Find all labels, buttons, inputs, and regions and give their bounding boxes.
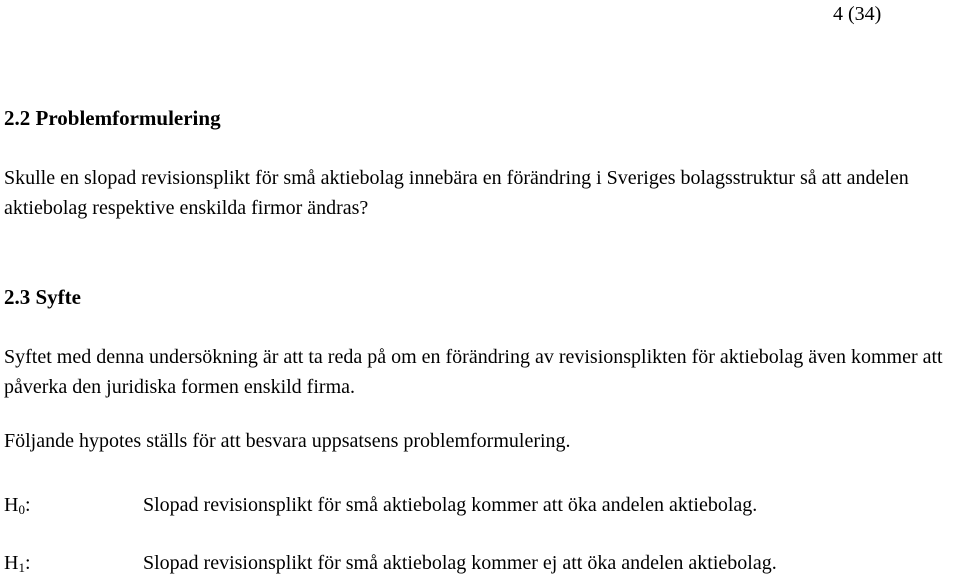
hypothesis-subscript: 0 xyxy=(18,502,25,517)
hypothesis-colon: : xyxy=(24,552,31,574)
section-heading-purpose: 2.3 Syfte xyxy=(4,285,81,309)
section-heading-problem: 2.2 Problemformulering xyxy=(4,106,221,130)
hypothesis-label-h0 xyxy=(4,492,31,518)
hypothesis-intro: Följande hypotes ställs för att besvara uppsatsens problemformulering. xyxy=(4,430,571,452)
purpose-statement: Syftet med denna undersökning är att ta reda på om en förändring av revisionsplikten för aktiebolag även kommer att påverka den juridiska formen enskild firma. xyxy=(4,346,943,398)
hypothesis-text-h0: Slopad revisionsplikt för små aktiebolag kommer att öka andelen aktiebolag. xyxy=(143,494,758,516)
problem-statement: Skulle en slopad revisionsplikt för små aktiebolag innebära en förändring i Sveriges bolagsstruktur så att andelen aktiebolag respektive enskilda firmor ändras? xyxy=(4,167,909,219)
hypothesis-symbol: H xyxy=(4,494,19,516)
page-number: 4 (34) xyxy=(833,3,882,25)
hypothesis-label-h1 xyxy=(4,550,31,576)
hypothesis-colon: : xyxy=(24,494,31,516)
hypothesis-symbol: H xyxy=(4,552,19,574)
hypothesis-subscript: 1 xyxy=(18,560,25,575)
hypothesis-text-h1: Slopad revisionsplikt för små aktiebolag kommer ej att öka andelen aktiebolag. xyxy=(143,552,777,574)
